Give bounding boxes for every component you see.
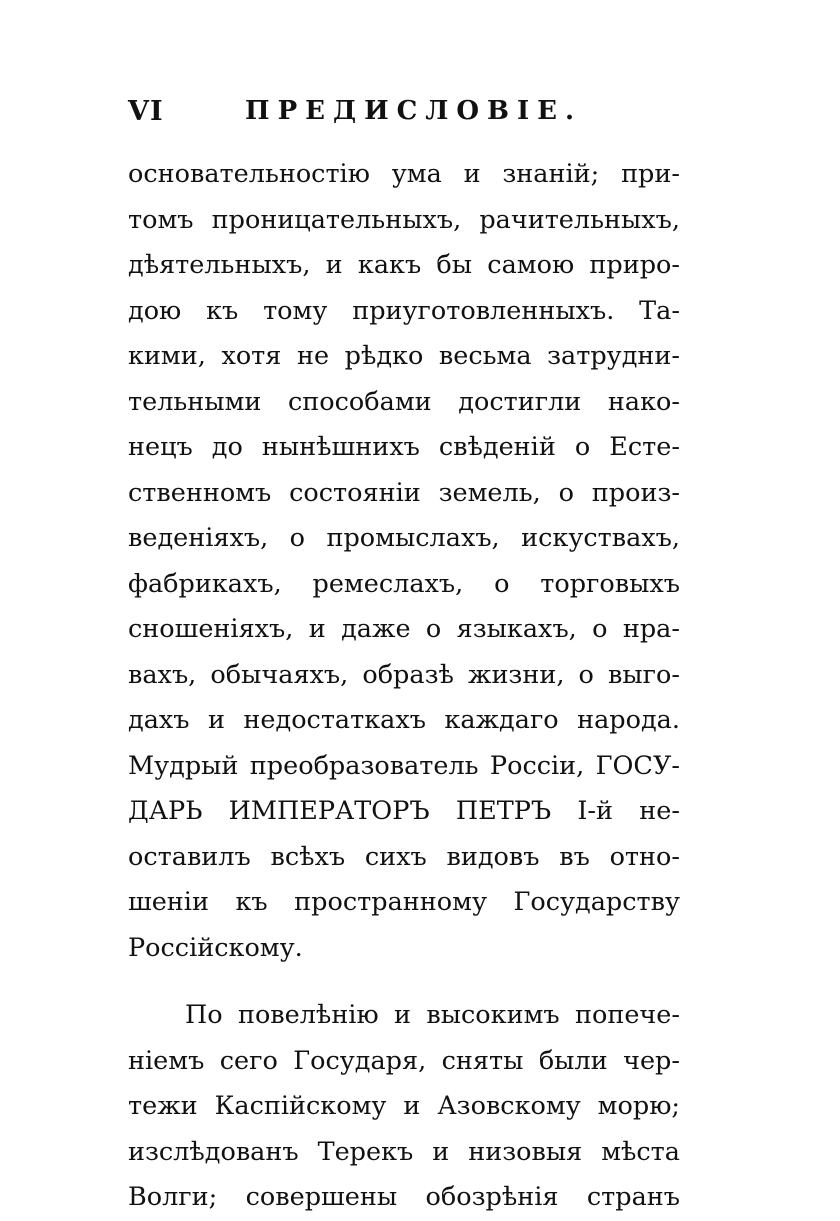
text-line: тежи Каспійскому и Азовскому морю; — [128, 1091, 680, 1121]
text-line: дахъ и недостаткахъ каждаго народа. — [128, 705, 680, 735]
text-line: нецъ до нынѣшнихъ свѣденій о Есте- — [128, 432, 680, 462]
paragraph-2 — [128, 993, 680, 1221]
text-line: веденіяхъ, о промыслахъ, искуствахъ, — [128, 523, 680, 553]
paragraph-1 — [128, 152, 680, 971]
text-line: ніемъ сего Государя, сняты были чер- — [128, 1045, 680, 1076]
text-line: дою къ тому приуготовленныхъ. Та- — [128, 295, 680, 326]
text-line: изслѣдованъ Терекъ и низовыя мѣста — [128, 1136, 680, 1167]
text-line: фабрикахъ, ремеслахъ, о торговыхъ — [128, 568, 680, 599]
body-text — [128, 152, 680, 1221]
page-number: VI — [128, 96, 164, 127]
text-line: ДАРЬ ИМПЕРАТОРЪ ПЕТРЪ I-й не- — [128, 796, 680, 826]
text-line: Волги; совершены обозрѣнія странъ — [128, 1182, 680, 1212]
text-line: тельными способами достигли нако- — [128, 386, 680, 417]
page-header — [128, 96, 582, 140]
text-line: основательностію ума и знаній; при- — [128, 159, 680, 189]
text-line: Мудрый преобразователь Россіи, ГОСУ- — [128, 750, 680, 781]
text-line: оставилъ всѣхъ сихъ видовъ въ отно- — [128, 841, 680, 872]
text-line: сношеніяхъ, и даже о языкахъ, о нра- — [128, 614, 680, 644]
text-line: вахъ, обычаяхъ, образѣ жизни, о выго- — [128, 659, 680, 690]
text-line: Россійскому. — [128, 932, 303, 963]
text-line: шеніи къ пространному Государству — [128, 887, 680, 917]
text-line: томъ проницательныхъ, рачительныхъ, — [128, 204, 680, 235]
text-line: ственномъ состояніи земель, о произ- — [128, 477, 680, 508]
text-line: По повелѣнію и высокимъ попече- — [185, 1000, 680, 1030]
text-line: дѣятельныхъ, и какъ бы самою приро- — [128, 250, 680, 280]
paragraph-spacer — [128, 971, 680, 993]
running-title: ПРЕДИСЛОВІЕ. — [245, 96, 582, 126]
text-line: кими, хотя не рѣдко весьма затрудни- — [128, 341, 680, 371]
